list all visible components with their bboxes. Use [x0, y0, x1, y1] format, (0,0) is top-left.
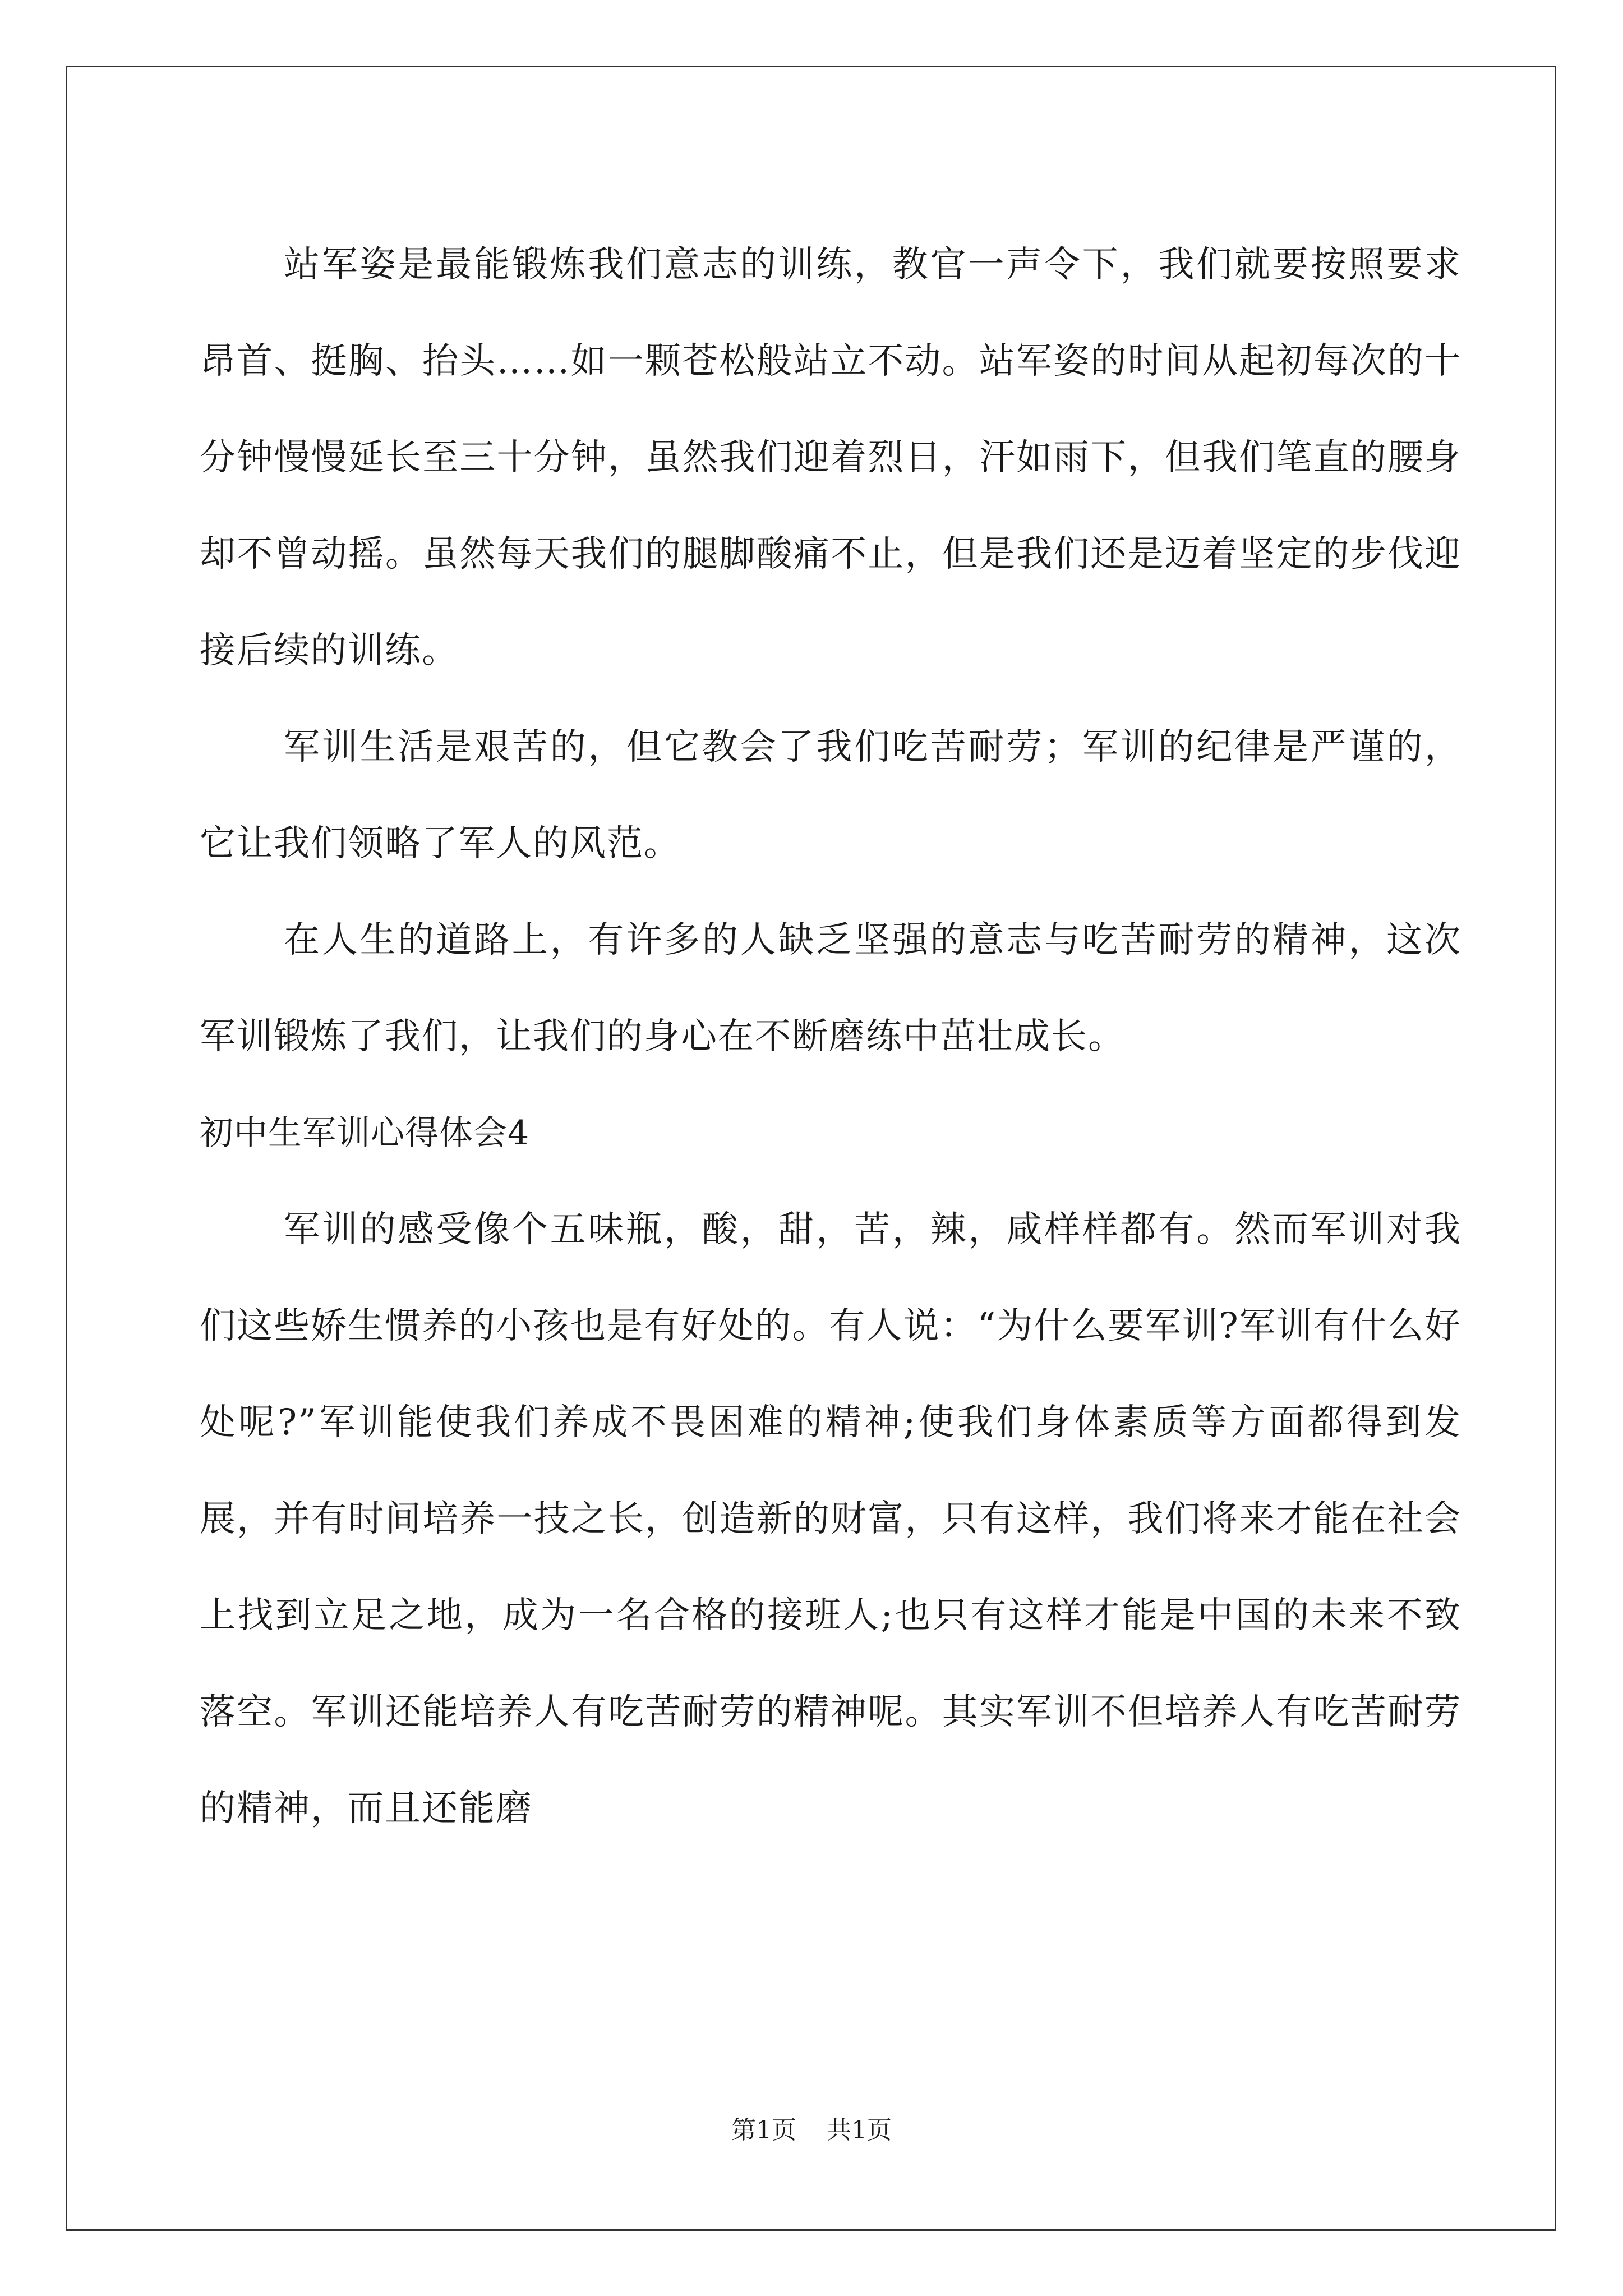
page-footer: [0, 2114, 1623, 2147]
paragraph-1: 站军姿是最能锻炼我们意志的训练，教官一声令下，我们就要按照要求昂首、挺胸、抬头……如一颗苍松般站立不动。站军姿的时间从起初每次的十分钟慢慢延长至三十分钟，虽然我们迎着烈日，汗如雨下，但我们笔直的腰身却不曾动摇。虽然每天我们的腿脚酸痛不止，但是我们还是迈着坚定的步伐迎接后续的训练。: [200, 244, 1461, 671]
paragraph-2: 军训生活是艰苦的，但它教会了我们吃苦耐劳；军训的纪律是严谨的，它让我们领略了军人的风范。: [200, 726, 1461, 864]
paragraph-4: 军训的感受像个五味瓶，酸，甜，苦，辣，咸样样都有。然而军训对我们这些娇生惯养的小孩也是有好处的。有人说：“为什么要军训?军训有什么好处呢?”军训能使我们养成不畏困难的精神;使我们身体素质等方面都得到发展，并有时间培养一技之长，创造新的财富，只有这样，我们将来才能在社会上找到立足之地，成为一名合格的接班人;也只有这样才能是中国的未来不致落空。军训还能培养人有吃苦耐劳的精神呢。其实军训不但培养人有吃苦耐劳的精神，而且还能磨: [200, 1209, 1461, 1829]
paragraph-3: 在人生的道路上，有许多的人缺乏坚强的意志与吃苦耐劳的精神，这次军训锻炼了我们，让我们的身心在不断磨练中茁壮成长。: [200, 919, 1461, 1057]
document-body: [200, 217, 1461, 1857]
page-total: 共1页: [827, 2116, 892, 2145]
page-number: 第1页: [731, 2116, 796, 2145]
section-heading: 初中生军训心得体会4: [200, 1114, 530, 1153]
